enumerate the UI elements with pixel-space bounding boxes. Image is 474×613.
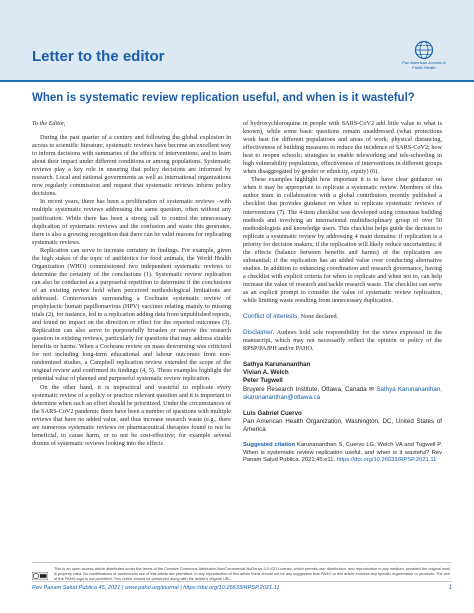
paragraph: These examples highlight how important it is to have clear guidance on when it may be appropriate to replicate a systematic review. Members of this author team in collaboration with a global contributors recently published a checklist that provides guidance on when to replicate systematic reviews of interventions (7). The 4-item checklist was developed using consensus building methods and involving an international multidisciplinary group of over 50 methodologists and knowledge users. This checklist helps guide the decision to replicate a systematic review by addressing 4 main domains: if replication is a priority for decision makers; if the replication will likely reduce uncertainties; if the effects (balance between benefits and harms) of the replication are substantial; if the replication has an added value over conducting alternative studies. In addition to enhancing coordination and research governance, having a checklist with explicit criteria for when to replicate and when not to, can help increase the value of research and tackle research waste. The checklist can serve as an explicit prompt to consider the value of systematic review replication, while limiting waste resulting from unnecessary duplication.: [243, 176, 442, 305]
author-block: [243, 410, 442, 434]
article-title: When is systematic review replication useful, and when is it wasteful?: [32, 92, 415, 104]
disclaimer: [243, 329, 442, 353]
conflict-statement: [243, 313, 442, 321]
author-block: [243, 361, 442, 401]
paragraph: Replication can serve to increase certainty in findings. For example, given the high stakes of the topic of antibiotics for food animals, the World Health Organization (WHO) commissioned two independent systematic reviews to determine the certainty of the conclusions (1). Systematic review replication can also be conducted as a purposeful repetition to determine if the conclusions of an existing review hold when perceived methodological limitations are addressed. Controversies surrounding a Cochrane systematic review of prophylactic human papillomavirus (HPV) vaccines relating mainly to missing trials (2), for instance, led to a replication adding data from unpublished reports, and found no impact on the direction or effect for the reported outcomes (3). Replication can also serve to purposefully broaden or narrow the research question in existing reviews, particularly for questions that may address sizable benefits or harms. When a Cochrane review on mass deworming was criticized for not including long-term educational and labour outcomes from non-randomized studies, a Campbell replication review extended the scope of the original review and confirmed its findings (4, 5). These examples highlight the potential value of planned and purposeful systematic review replication.: [32, 246, 231, 383]
paragraph: During the past quarter of a century and following the global explosion in access to scientific literature, systematic reviews have become an excellent way to inform decisions with summaries of the effects of interventions, and to learn about their impact under different conditions or among populations. Systematic reviews play a key role in ensuring that policy decisions are informed by research. Local and national governments as well as international organizations now regularly commission and request that systematic reviews inform policy decisions.: [32, 134, 231, 198]
paragraph: In recent years, there has been a proliferation of systematic reviews –with multiple systematic reviews addressing the same question, often without any justification. While there has been a strong call to control the unnecessary duplication of systematic reviews and the confusion and waste this generates, there is also a growing recognition that there can be valid reasons for replicating systematic reviews.: [32, 198, 231, 246]
disclaimer-heading: Disclaimer.: [243, 329, 275, 337]
disclaimer-text: Authors hold sole responsibility for the views expressed in the manuscript, which may not necessarily reflect the opinion or policy of the RPSP/PAJPH and/or PAHO.: [243, 329, 442, 353]
logo-text: Pan American Journal of Public Health: [402, 60, 446, 70]
globe-icon: [414, 40, 434, 60]
author-name: Peter Tugwell: [243, 377, 283, 385]
header-rule: [0, 80, 474, 82]
footer-text: Rev Panam Salud Publica 45, 2021 | www.paho.org/journal | https://doi.org/10.26633/RPSP.2021.11: [32, 585, 280, 591]
salutation: To the Editor,: [32, 120, 66, 127]
journal-logo: [400, 40, 448, 76]
creative-commons-icon: [32, 567, 48, 575]
doi-link[interactable]: https://doi.org/10.26633/RPSP.2021.11: [336, 457, 437, 464]
mail-icon: ✉: [368, 385, 375, 393]
author-affiliation: Pan American Health Organization, Washington, DC, United States of America: [243, 417, 442, 433]
author-affiliation: [243, 386, 442, 402]
author-name: Vivian A. Welch: [243, 369, 289, 377]
paragraph: On the other hand, it is impractical and wasteful to replicate every systematic review of a policy or practice relevant question and it is important to determine when such an effort should be prioritized. Under the circumstances of the SARS-CoV2 pandemic there have been a number of questions with multiple reviews that have no added value, and thus increase research waste (e.g., there are numerous systematic reviews on pharmaceutical therapies found to not be beneficial, to cause harm, or to not be cost-effective; for example several dozens of systematic reviews looking into the effects: [32, 383, 231, 447]
author-name: Luis Gabriel Cuervo: [243, 409, 302, 417]
right-column: [243, 120, 442, 465]
citation-text: Karunananthan S, Cuervo LG, Welch VA and Tugwell P. When is systematic review replication useful, and when is it wasteful? Rev Panam Salud Publica. 2021;45:e11.: [243, 442, 442, 464]
conflict-heading: Conflict of interests.: [243, 313, 300, 321]
conflict-text: None declared.: [300, 313, 339, 321]
paragraph: of hydroxychloroquine in people with SARS-CoV2 add little value to what is known), while some basic questions remain unaddressed (what protections work best for different populations and areas of work, physical distancing, effectiveness of building measures to reduce the incidence of SARS-CoV2; how best to reopen schools; strategies to enable teleworking and tele-schooling in high vulnerability populations, effectiveness of interventions in different groups when disaggregated by gender or ethnicity, equity) (6).: [243, 120, 442, 176]
citation-heading: Suggested citation: [243, 442, 296, 449]
suggested-citation: [243, 442, 442, 465]
footer-divider: [32, 581, 452, 582]
left-column: [32, 120, 231, 448]
page-number: 1: [448, 585, 452, 591]
section-title: Letter to the editor: [32, 48, 165, 65]
author-email[interactable]: Sathya Karunananthan, skarunananthan@ottawa.ca: [243, 385, 442, 401]
affiliation-text: Bruyere Research Institute, Ottawa, Canada: [243, 385, 367, 393]
license-text: This is an open access article distributed under the terms of the Creative Commons Attribution-NonCommercial-NoDerivs 3.0 IGO License, which permits use, distribution, and reproduction in any medium, provided the original work is properly cited. No modifications or commercial use of this article are permitted. In any reproduction of this article there should not be any suggestion that PAHO or this article endorse any specific organization or products. The use of the PAHO logo is not permitted. This notice should be preserved along with the article's original URL.: [54, 566, 451, 581]
license-divider: [32, 562, 452, 563]
author-name: Sathya Karunananthan: [243, 361, 311, 369]
